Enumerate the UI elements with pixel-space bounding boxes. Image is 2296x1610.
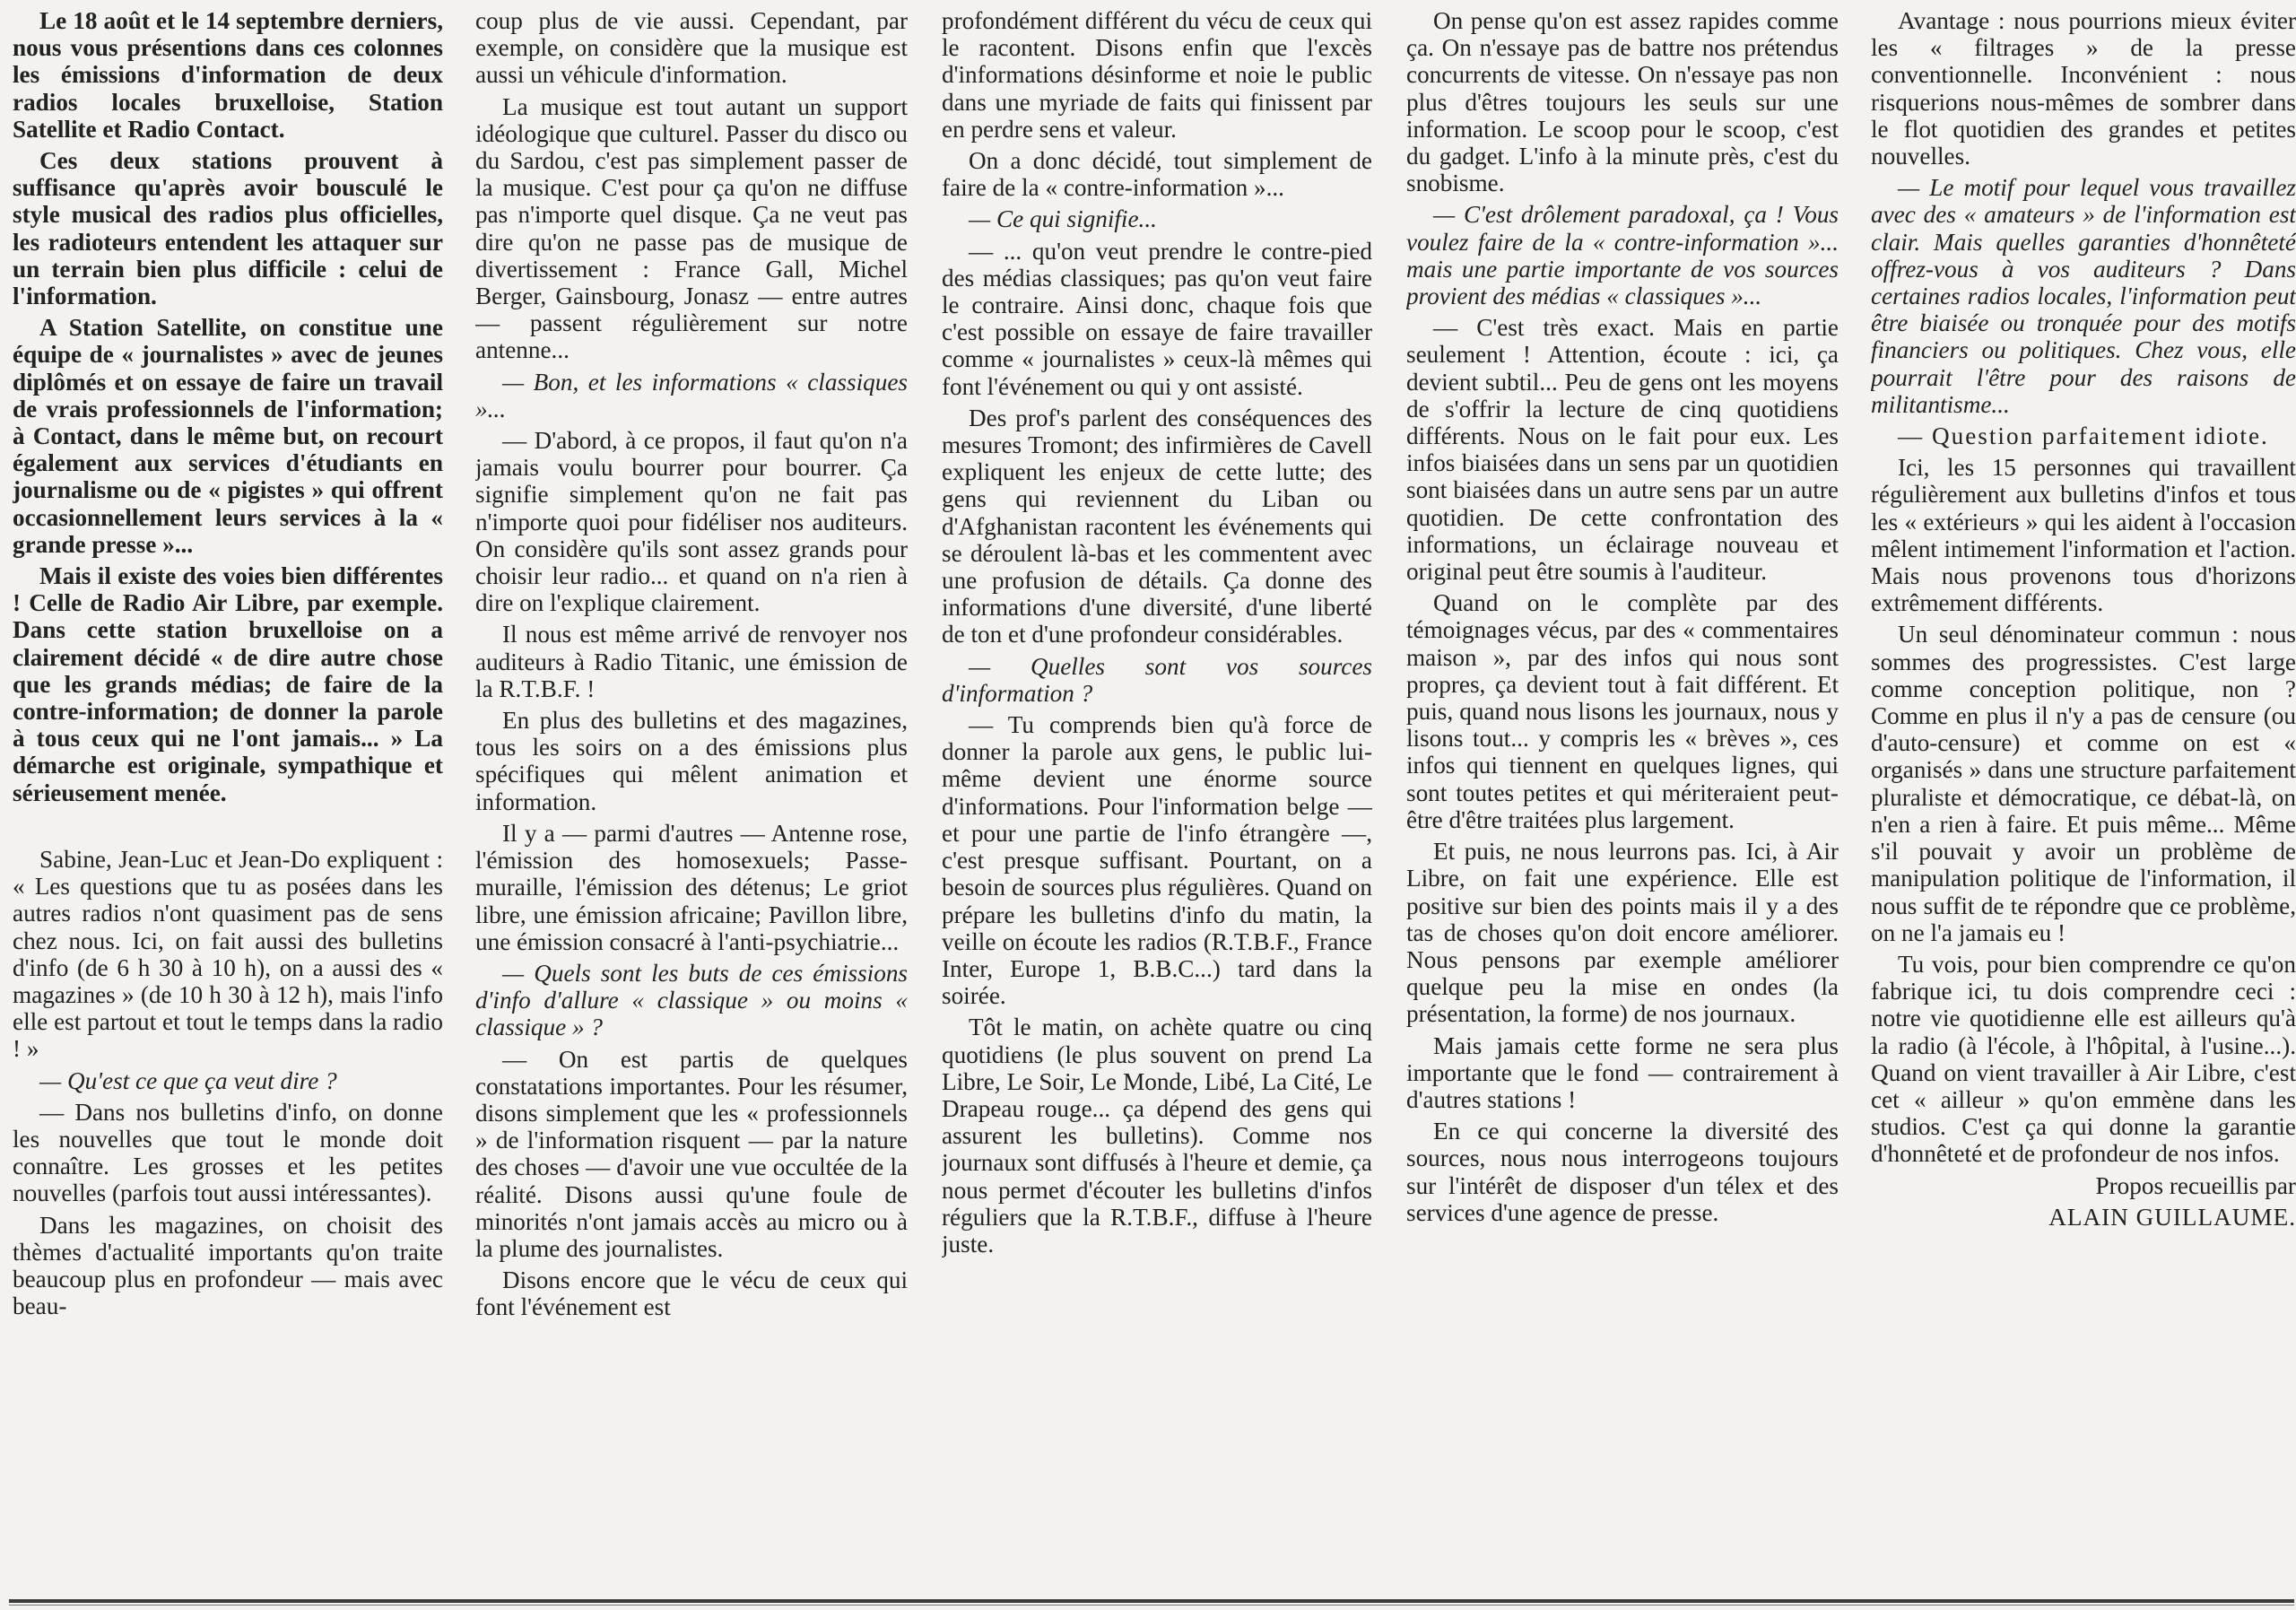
paragraph: — D'abord, à ce propos, il faut qu'on n'a jamais voulu bourrer pour bourrer. Ça signifie simplement qu'on ne fait pas n'importe quoi pour fidéliser nos auditeurs. On considère qu'ils sont assez grands pour choisir leur radio... et quand on n'a rien à dire on l'explique clairement. <box>475 427 908 617</box>
bottom-rule-thin <box>9 1605 2294 1606</box>
paragraph: Quand on le complète par des témoignages vécus, par des « commentaires maison », par des infos qui nous sont propres, ça devient tout à fait différent. Et puis, quand nous lisons les journaux, nous y lisons tout... y compris les « brèves », ces infos qui tiennent en quelques lignes, qui sont toutes petites et qui mériteraient peut-être d'être traitées plus largement. <box>1406 589 1839 833</box>
article-column-4 <box>1406 7 1839 1593</box>
lead-paragraph-4: Mais il existe des voies bien différentes ! Celle de Radio Air Libre, par exemple. Dans cette station bruxelloise on a clairement décidé « de dire autre chose que les grands médias; de faire de la contre-information; de donner la parole à tous ceux qui ne l'ont jamais... » La démarche est originale, sympathique et sérieusement menée. <box>13 562 443 806</box>
paragraph: — Tu comprends bien qu'à force de donner la parole aux gens, le public lui-même devient une énorme source d'informations. Pour l'information belge — et pour une partie de l'info étrangère —, c'est presque suffisant. Pourtant, on a besoin de sources plus régulières. Quand on prépare les bulletins d'info du matin, la veille on écoute les radios (R.T.B.F., France Inter, Europe 1, B.B.C...) tard dans la soirée. <box>942 711 1372 1010</box>
paragraph: — C'est très exact. Mais en partie seulement ! Attention, écoute : ici, ça devient subtil... Peu de gens ont les moyens de s'offrir la lecture de cinq quotidiens différents. Nous on le fait pour eux. Les infos biaisées dans un sens par un quotidien sont biaisées dans un autre sens par un autre quotidien. De cette confrontation des informations, un éclairage nouveau et original peut être soumis à l'auditeur. <box>1406 314 1839 586</box>
paragraph: Il nous est même arrivé de renvoyer nos auditeurs à Radio Titanic, une émission de la R.T.B.F. ! <box>475 621 908 702</box>
byline-author: ALAIN GUILLAUME. <box>2048 1203 2296 1231</box>
byline-intro: Propos recueillis par <box>2095 1171 2296 1199</box>
paragraph: Il y a — parmi d'autres — Antenne rose, l'émission des homosexuels; Passe-muraille, l'émission des détenus; Le griot libre, une émission africaine; Pavillon libre, une émission consacré à l'anti-psychiatrie... <box>475 819 908 955</box>
paragraph: Dans les magazines, on choisit des thèmes d'actualité importants qu'on traite beaucoup plus en profondeur — mais avec beau- <box>13 1211 443 1320</box>
lead-paragraph-3: A Station Satellite, on constitue une équipe de « journalistes » avec de jeunes diplômés et on essaye de faire un travail de vrais professionnels de l'information; à Contact, dans le même but, on recourt également aux services d'étudiants en journalisme ou de « pigistes » qui offrent occasionnellement leurs services à la « grande presse »... <box>13 314 443 558</box>
paragraph: Disons encore que le vécu de ceux qui font l'événement est <box>475 1266 908 1321</box>
bottom-rule <box>9 1599 2294 1603</box>
question: — C'est drôlement paradoxal, ça ! Vous voulez faire de la « contre-information »... mais une partie importante de vos sources provient des médias « classiques »... <box>1406 201 1839 310</box>
paragraph: Ici, les 15 personnes qui travaillent régulièrement aux bulletins d'infos et tous les « extérieurs » qui les aident à l'occasion mêlent intimement l'information et l'action. Mais nous provenons tous d'horizons extrêmement différents. <box>1871 454 2296 617</box>
paragraph: — Dans nos bulletins d'info, on donne les nouvelles que tout le monde doit connaître. Les grosses et les petites nouvelles (parfois tout aussi intéressantes). <box>13 1098 443 1207</box>
question: — Qu'est ce que ça veut dire ? <box>39 1066 337 1094</box>
question: — Quelles sont vos sources d'information ? <box>942 652 1372 707</box>
paragraph: Tu vois, pour bien comprendre ce qu'on fabrique ici, tu dois comprendre ceci : notre vie quotidienne elle est ailleurs qu'à la radio (à l'école, à l'hôpital, à l'usine...). Quand on vient travailler à Air Libre, c'est cet « ailleur » qu'on emmène dans les studios. C'est ça qui donne la garantie d'honnêteté et de profondeur de nos infos. <box>1871 950 2296 1168</box>
article-column-5 <box>1871 7 2296 1593</box>
paragraph: profondément différent du vécu de ceux qui le racontent. Disons enfin que l'excès d'informations désinforme et noie le public dans une myriade de faits qui finissent par en perdre sens et valeur. <box>942 7 1372 143</box>
paragraph: Avantage : nous pourrions mieux éviter les « filtrages » de la presse conventionnelle. Inconvénient : nous risquerions nous-mêmes de sombrer dans le flot quotidien des grandes et petites nouvelles. <box>1871 7 2296 170</box>
lead-paragraph-2: Ces deux stations prouvent à suffisance qu'après avoir bousculé le style musical des radios plus officielles, les radioteurs entendent les attaquer sur un terrain bien plus difficile : celui de l'information. <box>13 147 443 310</box>
question: — Bon, et les informations « classiques »... <box>475 368 908 422</box>
paragraph: coup plus de vie aussi. Cependant, par exemple, on considère que la musique est aussi un véhicule d'information. <box>475 7 908 89</box>
paragraph: En plus des bulletins et des magazines, tous les soirs on a des émissions plus spécifiques qui mêlent animation et information. <box>475 707 908 815</box>
article-column-2 <box>475 7 908 1593</box>
paragraph: — On est partis de quelques constatations importantes. Pour les résumer, disons simplement que les « professionnels » de l'information risquent — par la nature des choses — d'avoir une vue occultée de la réalité. Disons aussi qu'une foule de minorités n'ont jamais accès au micro ou à la plume des journalistes. <box>475 1045 908 1262</box>
paragraph: Et puis, ne nous leurrons pas. Ici, à Air Libre, on fait une expérience. Elle est positive sur bien des points mais il y a des tas de choses qu'on doit encore améliorer. Nous pensons par exemple améliorer quelque peu la mise en ondes (la présentation, la forme) de nos journaux. <box>1406 838 1839 1028</box>
article-column-3 <box>942 7 1372 1593</box>
article-column-1 <box>13 7 443 1593</box>
question: — Ce qui signifie... <box>969 205 1157 233</box>
paragraph: Sabine, Jean-Luc et Jean-Do expliquent : « Les questions que tu as posées dans les autres radios n'ont quasiment pas de sens chez nous. Ici, on fait aussi des bulletins d'info (de 6 h 30 à 10 h), on a aussi des « magazines » (de 10 h 30 à 12 h), mais l'info elle est partout et tout le temps dans la radio ! » <box>13 845 443 1063</box>
paragraph: Un seul dénominateur commun : nous sommes des progressistes. C'est large comme conception politique, non ? Comme en plus il n'y a pas de censure (ou d'auto-censure) et comme on est « organisés » dans une structure parfaitement pluraliste et démocratique, ce débat-là, on n'en a rien à faire. Et puis même... Même s'il pouvait y avoir un problème de manipulation politique de l'information, il nous suffit de te répondre que ce problème, on ne l'a jamais eu ! <box>1871 621 2296 946</box>
paragraph: Des prof's parlent des conséquences des mesures Tromont; des infirmières de Cavell expliquent les enjeux de cette lutte; des gens qui reviennent du Liban ou d'Afghanistan racontent les événements qui se déroulent là-bas et les commentent avec une profusion de détails. Ça donne des informations d'une diversité, d'une liberté de ton et d'une profondeur considérables. <box>942 404 1372 648</box>
paragraph: En ce qui concerne la diversité des sources, nous nous interrogeons toujours sur l'intérêt de disposer d'un télex et des services d'une agence de presse. <box>1406 1118 1839 1226</box>
paragraph: On pense qu'on est assez rapides comme ça. On n'essaye pas de battre nos prétendus concurrents de vitesse. On n'essaye pas non plus d'êtres toujours les seuls sur une information. Le scoop pour le scoop, c'est du gadget. L'info à la minute près, c'est du snobisme. <box>1406 7 1839 197</box>
lead-paragraph-1: Le 18 août et le 14 septembre derniers, nous vous présentions dans ces colonnes les émissions d'information de deux radios locales bruxelloise, Station Satellite et Radio Contact. <box>13 7 443 143</box>
paragraph: Tôt le matin, on achète quatre ou cinq quotidiens (le plus souvent on prend La Libre, Le Soir, Le Monde, Libé, La Cité, Le Drapeau rouge... ça dépend des gens qui assurent les bulletins). Comme nos journaux sont diffusés à l'heure et demie, ça nous permet d'écouter les bulletins d'infos réguliers que la R.T.B.F., diffuse à l'heure juste. <box>942 1014 1372 1258</box>
paragraph: Mais jamais cette forme ne sera plus importante que le fond — contrairement à d'autres stations ! <box>1406 1031 1839 1113</box>
paragraph: On a donc décidé, tout simplement de faire de la « contre-information »... <box>942 147 1372 202</box>
question: — Quels sont les buts de ces émissions d'info d'allure « classique » ou moins « classique » ? <box>475 959 908 1041</box>
paragraph: — ... qu'on veut prendre le contre-pied des médias classiques; pas qu'on veut faire le contraire. Ainsi donc, chaque fois que c'est possible on essaye de faire travailler comme « journalistes » ceux-là mêmes qui font l'événement ou qui y ont assisté. <box>942 237 1372 400</box>
question: — Le motif pour lequel vous travaillez avec des « amateurs » de l'information est clair. Mais quelles garanties d'honnêteté offrez-vous à vos auditeurs ? Dans certaines radios locales, l'information peut être biaisée ou tronquée pour des motifs financiers ou politiques. Chez vous, elle pourrait l'être pour des raisons de militantisme... <box>1871 174 2296 418</box>
paragraph: — Question parfaitement idiote. <box>1898 422 2269 450</box>
paragraph: La musique est tout autant un support idéologique que culturel. Passer du disco ou du Sardou, c'est pas simplement passer de la musique. C'est pour ça qu'on ne diffuse pas n'importe quel disque. Ça ne veut pas dire qu'on ne passe pas de musique de divertissement : France Gall, Michel Berger, Gainsbourg, Jonasz — entre autres — passent régulièrement sur notre antenne... <box>475 92 908 364</box>
